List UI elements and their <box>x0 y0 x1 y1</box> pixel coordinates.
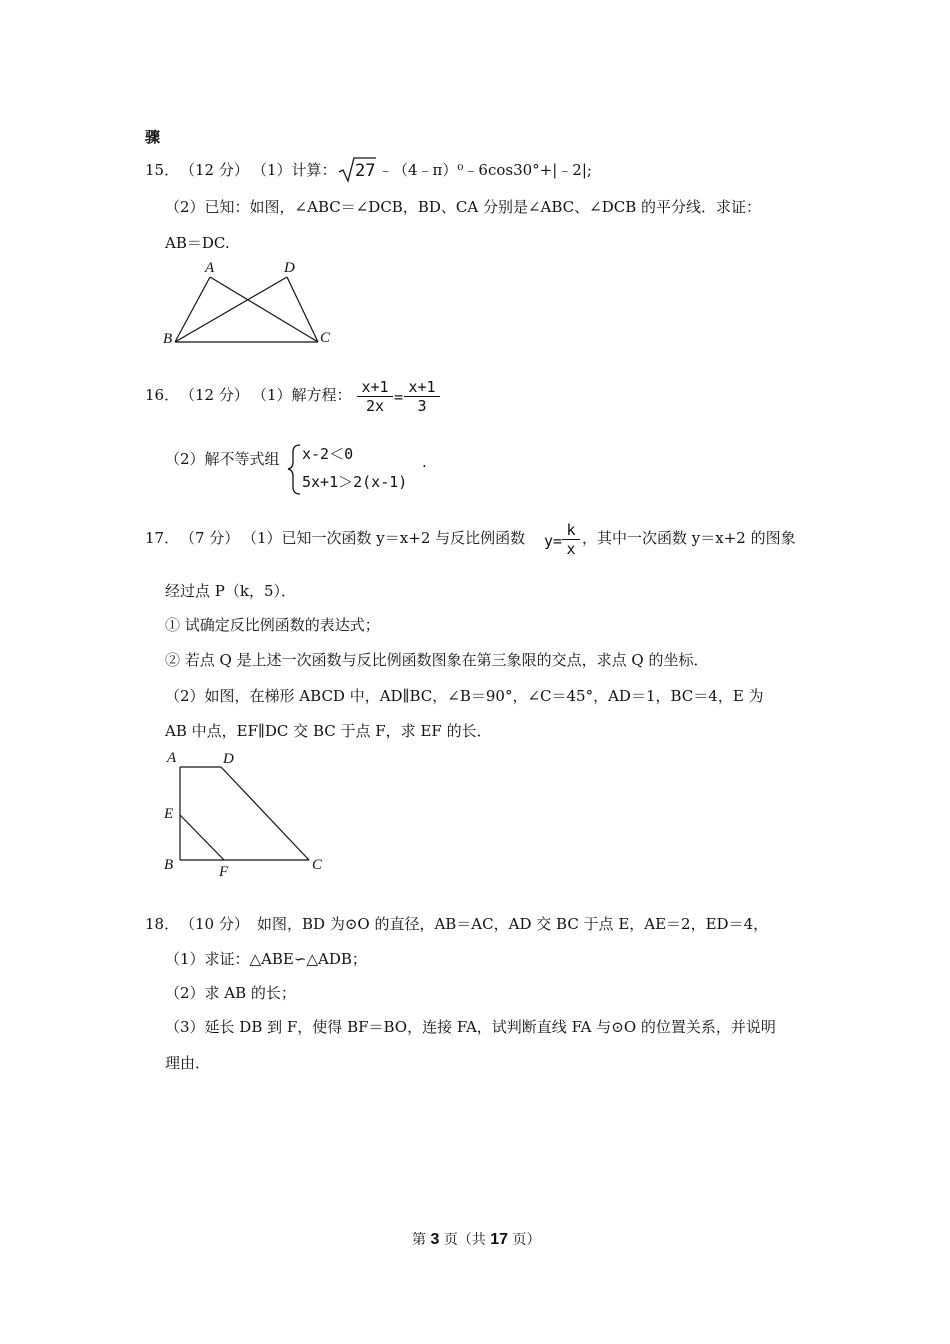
q15-number: 15． <box>145 161 180 179</box>
footer-mid: 页（共 <box>443 1232 486 1248</box>
fig2-label-d: D <box>223 751 234 767</box>
q15-part2-line1: （2）已知：如图，∠ABC＝∠DCB，BD、CA 分别是∠ABC、∠DCB 的平分线．求证： <box>165 198 761 216</box>
q18-sub3-line1: （3）延长 DB 到 F，使得 BF＝BO，连接 FA，试判断直线 FA 与⊙O 的位置关系，并说明 <box>165 1018 776 1036</box>
segment-dc <box>221 767 309 860</box>
fig2-label-e: E <box>164 806 174 822</box>
q15-part2-line2: AB＝DC. <box>165 234 230 252</box>
q18-sub1: （1）求证：△ABE∽△ADB； <box>165 950 367 968</box>
q18-sub3-line2: 理由． <box>165 1054 211 1072</box>
q18-sub2: （2）求 AB 的长； <box>165 984 296 1002</box>
q16-number: 16． <box>145 386 180 404</box>
q16-score: （12 分） <box>180 386 249 404</box>
footer-prefix: 第 <box>412 1232 426 1248</box>
q17-item2: ② 若点 Q 是上述一次函数与反比例函数图象在第三象限的交点，求点 Q 的坐标． <box>165 651 709 669</box>
footer-page-number: 3 <box>430 1231 440 1248</box>
q17-part2-line2: AB 中点，EF∥DC 交 BC 于点 F，求 EF 的长． <box>165 722 492 740</box>
q15-score: （12 分） <box>180 161 249 179</box>
q16-frac2-num: x+1 <box>404 378 440 397</box>
q16-part2-prefix: （2）解不等式组 <box>165 450 280 468</box>
q16-part1-prefix: （1）解方程： <box>252 386 352 404</box>
footer-suffix: 页） <box>512 1232 541 1248</box>
q17-score: （7 分） <box>180 529 240 547</box>
q18-line1: 如图，BD 为⊙O 的直径，AB＝AC，AD 交 BC 于点 E，AE＝2，ED＝4， <box>257 915 769 933</box>
header-fragment: 骤 <box>145 128 161 146</box>
q16-inequality-2: 5x+1＞2(x-1) <box>302 473 408 491</box>
q15-part1-prefix: （1）计算： <box>252 161 337 179</box>
fig2-label-f: F <box>219 864 229 880</box>
q16-equals: = <box>394 388 404 406</box>
page-footer <box>412 1230 541 1250</box>
q17-item1: ① 试确定反比例函数的表达式； <box>165 616 380 634</box>
q17-line2: 经过点 P（k，5）． <box>165 582 296 600</box>
q16-frac1-num: x+1 <box>357 378 393 397</box>
q17-line1-b: ，其中一次函数 y＝x+2 的图象 <box>582 529 796 547</box>
fig2-label-b: B <box>164 857 174 873</box>
fig1-label-d: D <box>284 260 295 276</box>
q18-score: （10 分） <box>180 915 249 933</box>
fig1-label-b: B <box>163 331 173 347</box>
q17-part2-line1: （2）如图，在梯形 ABCD 中，AD∥BC，∠B＝90°，∠C＝45°，AD＝1，BC＝4，E 为 <box>165 687 764 705</box>
segment-ef <box>180 815 224 860</box>
q16-frac2-den: 3 <box>417 397 427 415</box>
fig1-label-c: C <box>320 330 331 346</box>
footer-total-pages: 17 <box>490 1231 509 1248</box>
q16-ineq-end: . <box>422 453 427 471</box>
q17-frac-den: x <box>566 540 576 558</box>
q17-number: 17． <box>145 529 180 547</box>
q17-line1-a: （1）已知一次函数 y＝x+2 与反比例函数 <box>242 529 526 547</box>
fig1-label-a: A <box>205 260 215 276</box>
fig2-label-a: A <box>167 750 177 766</box>
q16-inequality-1: x-2＜0 <box>302 445 354 463</box>
q15-part1-rest: ﹣（4﹣π）⁰﹣6cos30°+|﹣2|; <box>378 161 592 179</box>
fig2-label-c: C <box>312 857 323 873</box>
q17-frac-num: k <box>562 521 580 540</box>
q17-y-eq: y= <box>544 532 563 550</box>
q18-number: 18． <box>145 915 180 933</box>
sqrt-arg: 27 <box>355 161 376 181</box>
q16-frac1-den: 2x <box>365 397 385 415</box>
